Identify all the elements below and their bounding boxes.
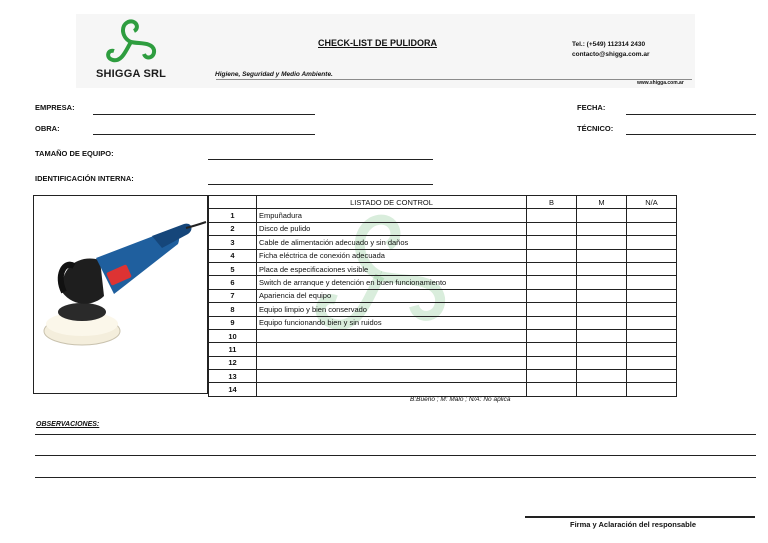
fecha-field[interactable] (626, 114, 756, 115)
check-m-cell[interactable] (577, 316, 627, 329)
check-b-cell[interactable] (527, 276, 577, 289)
check-na-cell[interactable] (627, 236, 677, 249)
table-row (209, 383, 677, 396)
table-row (209, 370, 677, 383)
check-b-cell[interactable] (527, 289, 577, 302)
contact-block (572, 40, 650, 60)
check-m-cell[interactable] (577, 343, 627, 356)
header-spacer (209, 196, 257, 209)
check-na-cell[interactable] (627, 222, 677, 235)
table-row (209, 316, 677, 329)
check-b-cell[interactable] (527, 343, 577, 356)
row-item (257, 343, 527, 356)
shigga-logo-icon (100, 16, 162, 68)
check-na-cell[interactable] (627, 343, 677, 356)
check-b-cell[interactable] (527, 209, 577, 222)
check-b-cell[interactable] (527, 383, 577, 396)
email-text: contacto@shigga.com.ar (572, 51, 650, 58)
header-b: B (527, 196, 577, 209)
check-na-cell[interactable] (627, 370, 677, 383)
empresa-field[interactable] (93, 114, 315, 115)
row-item: Placa de especificaciones visible (257, 262, 527, 275)
identificacion-label: IDENTIFICACIÓN INTERNA: (35, 174, 134, 183)
check-na-cell[interactable] (627, 356, 677, 369)
phone-text: Tel.: (+549) 112314 2430 (572, 41, 646, 48)
row-number: 2 (209, 222, 257, 235)
observations-line-3[interactable] (35, 477, 756, 478)
row-number: 8 (209, 303, 257, 316)
check-m-cell[interactable] (577, 209, 627, 222)
empresa-label: EMPRESA: (35, 103, 75, 112)
row-number: 9 (209, 316, 257, 329)
table-row (209, 276, 677, 289)
tagline: Higiene, Seguridad y Medio Ambiente. (215, 71, 333, 78)
check-na-cell[interactable] (627, 276, 677, 289)
check-na-cell[interactable] (627, 383, 677, 396)
table-row (209, 209, 677, 222)
row-item (257, 329, 527, 342)
check-b-cell[interactable] (527, 222, 577, 235)
table-row (209, 343, 677, 356)
tamano-field[interactable] (208, 159, 433, 160)
row-item: Disco de pulido (257, 222, 527, 235)
check-m-cell[interactable] (577, 222, 627, 235)
fecha-label: FECHA: (577, 103, 606, 112)
check-b-cell[interactable] (527, 329, 577, 342)
company-name: SHIGGA SRL (96, 68, 167, 80)
polisher-icon (34, 196, 207, 393)
observations-label: OBSERVACIONES: (36, 421, 100, 428)
check-na-cell[interactable] (627, 303, 677, 316)
check-b-cell[interactable] (527, 370, 577, 383)
signature-line[interactable] (525, 516, 755, 518)
check-m-cell[interactable] (577, 329, 627, 342)
check-m-cell[interactable] (577, 249, 627, 262)
obra-label: OBRA: (35, 124, 60, 133)
check-b-cell[interactable] (527, 236, 577, 249)
row-item (257, 356, 527, 369)
table-row (209, 329, 677, 342)
check-b-cell[interactable] (527, 316, 577, 329)
table-row (209, 303, 677, 316)
row-item: Cable de alimentación adecuado y sin daños (257, 236, 527, 249)
check-m-cell[interactable] (577, 356, 627, 369)
tecnico-field[interactable] (626, 134, 756, 135)
website-text: www.shigga.com.ar (637, 80, 684, 86)
header-divider (216, 79, 692, 80)
row-number: 13 (209, 370, 257, 383)
row-number: 10 (209, 329, 257, 342)
table-row (209, 236, 677, 249)
row-number: 4 (209, 249, 257, 262)
row-item: Ficha eléctrica de conexión adecuada (257, 249, 527, 262)
row-number: 6 (209, 276, 257, 289)
table-header-row (209, 196, 677, 209)
check-m-cell[interactable] (577, 236, 627, 249)
table-row (209, 289, 677, 302)
check-b-cell[interactable] (527, 303, 577, 316)
check-na-cell[interactable] (627, 262, 677, 275)
header-m: M (577, 196, 627, 209)
equipment-photo (33, 195, 208, 394)
check-na-cell[interactable] (627, 316, 677, 329)
row-number: 5 (209, 262, 257, 275)
signature-label: Firma y Aclaración del responsable (570, 520, 697, 529)
identificacion-field[interactable] (208, 184, 433, 185)
table-row (209, 262, 677, 275)
row-number: 7 (209, 289, 257, 302)
table-row (209, 222, 677, 235)
row-number: 3 (209, 236, 257, 249)
row-number: 11 (209, 343, 257, 356)
observations-line-2[interactable] (35, 455, 756, 456)
check-m-cell[interactable] (577, 262, 627, 275)
observations-line-1[interactable] (35, 434, 756, 435)
row-number: 12 (209, 356, 257, 369)
header-na: N/A (627, 196, 677, 209)
check-na-cell[interactable] (627, 329, 677, 342)
row-item (257, 383, 527, 396)
check-m-cell[interactable] (577, 289, 627, 302)
check-b-cell[interactable] (527, 356, 577, 369)
check-na-cell[interactable] (627, 249, 677, 262)
table-row (209, 356, 677, 369)
legend-text: B:Bueno ; M: Malo ; N/A: No aplica (410, 396, 511, 403)
row-item (257, 370, 527, 383)
row-item: Apariencia del equipo (257, 289, 527, 302)
tecnico-label: TÉCNICO: (577, 124, 614, 133)
obra-field[interactable] (93, 134, 315, 135)
check-na-cell[interactable] (627, 289, 677, 302)
check-na-cell[interactable] (627, 209, 677, 222)
check-m-cell[interactable] (577, 303, 627, 316)
tamano-label: TAMAÑO DE EQUIPO: (35, 149, 114, 158)
row-item: Equipo funcionando bien y sin ruidos (257, 316, 527, 329)
check-b-cell[interactable] (527, 262, 577, 275)
page-title: CHECK-LIST DE PULIDORA (318, 38, 437, 48)
row-item: Switch de arranque y detención en buen funcionamiento (257, 276, 527, 289)
row-item: Equipo limpio y bien conservado (257, 303, 527, 316)
row-item: Empuñadura (257, 209, 527, 222)
header-listado: LISTADO DE CONTROL (257, 196, 527, 209)
check-b-cell[interactable] (527, 249, 577, 262)
checklist-table (208, 195, 677, 397)
check-m-cell[interactable] (577, 276, 627, 289)
check-m-cell[interactable] (577, 383, 627, 396)
table-row (209, 249, 677, 262)
row-number: 14 (209, 383, 257, 396)
check-m-cell[interactable] (577, 370, 627, 383)
row-number: 1 (209, 209, 257, 222)
